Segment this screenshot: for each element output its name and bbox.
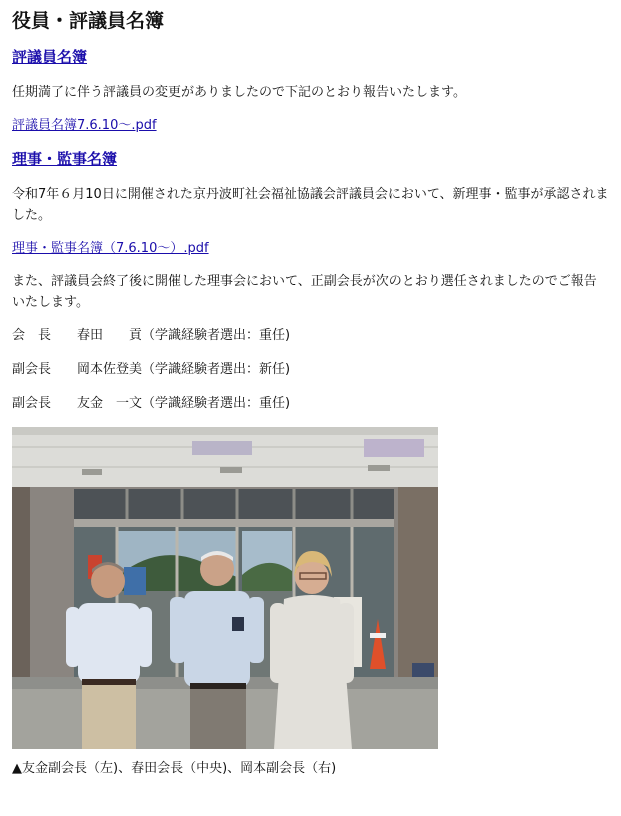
councilors-text: 任期満了に伴う評議員の変更がありましたので下記のとおり報告いたします。: [12, 85, 466, 100]
page-title: 役員・評議員名簿: [12, 10, 165, 32]
councilors-heading: [12, 46, 609, 68]
election-text: また、評議員会終了後に開催した理事会において、正副会長が次のとおり選任されましたのでご報告いたします。: [12, 274, 597, 310]
photo-caption: ▲友金副会長（左)、春田会長（中央)、岡本副会長（右): [12, 761, 337, 776]
officer-chairman: 会 長 春田 貢（学識経験者選出：重任): [12, 328, 291, 343]
councilors-pdf-link[interactable]: 評議員名簿7.6.10～.pdf: [12, 118, 157, 133]
officer-vice-chairman-1: 副会長 岡本佐登美（学識経験者選出：新任): [12, 362, 291, 377]
directors-heading: [12, 148, 609, 170]
officers-photo: [12, 427, 438, 749]
directors-heading-link[interactable]: 理事・監事名簿: [12, 150, 118, 168]
directors-text: 令和7年６月10日に開催された京丹波町社会福祉協議会評議員会において、新理事・監事が承認されました。: [12, 187, 609, 223]
directors-pdf-link[interactable]: 理事・監事名簿（7.6.10～）.pdf: [12, 241, 209, 256]
directors-file-row: [12, 238, 609, 259]
councilors-file-row: [12, 115, 609, 136]
councilors-heading-link[interactable]: 評議員名簿: [12, 48, 88, 66]
officer-vice-chairman-2: 副会長 友金 一文（学識経験者選出：重任): [12, 396, 291, 411]
